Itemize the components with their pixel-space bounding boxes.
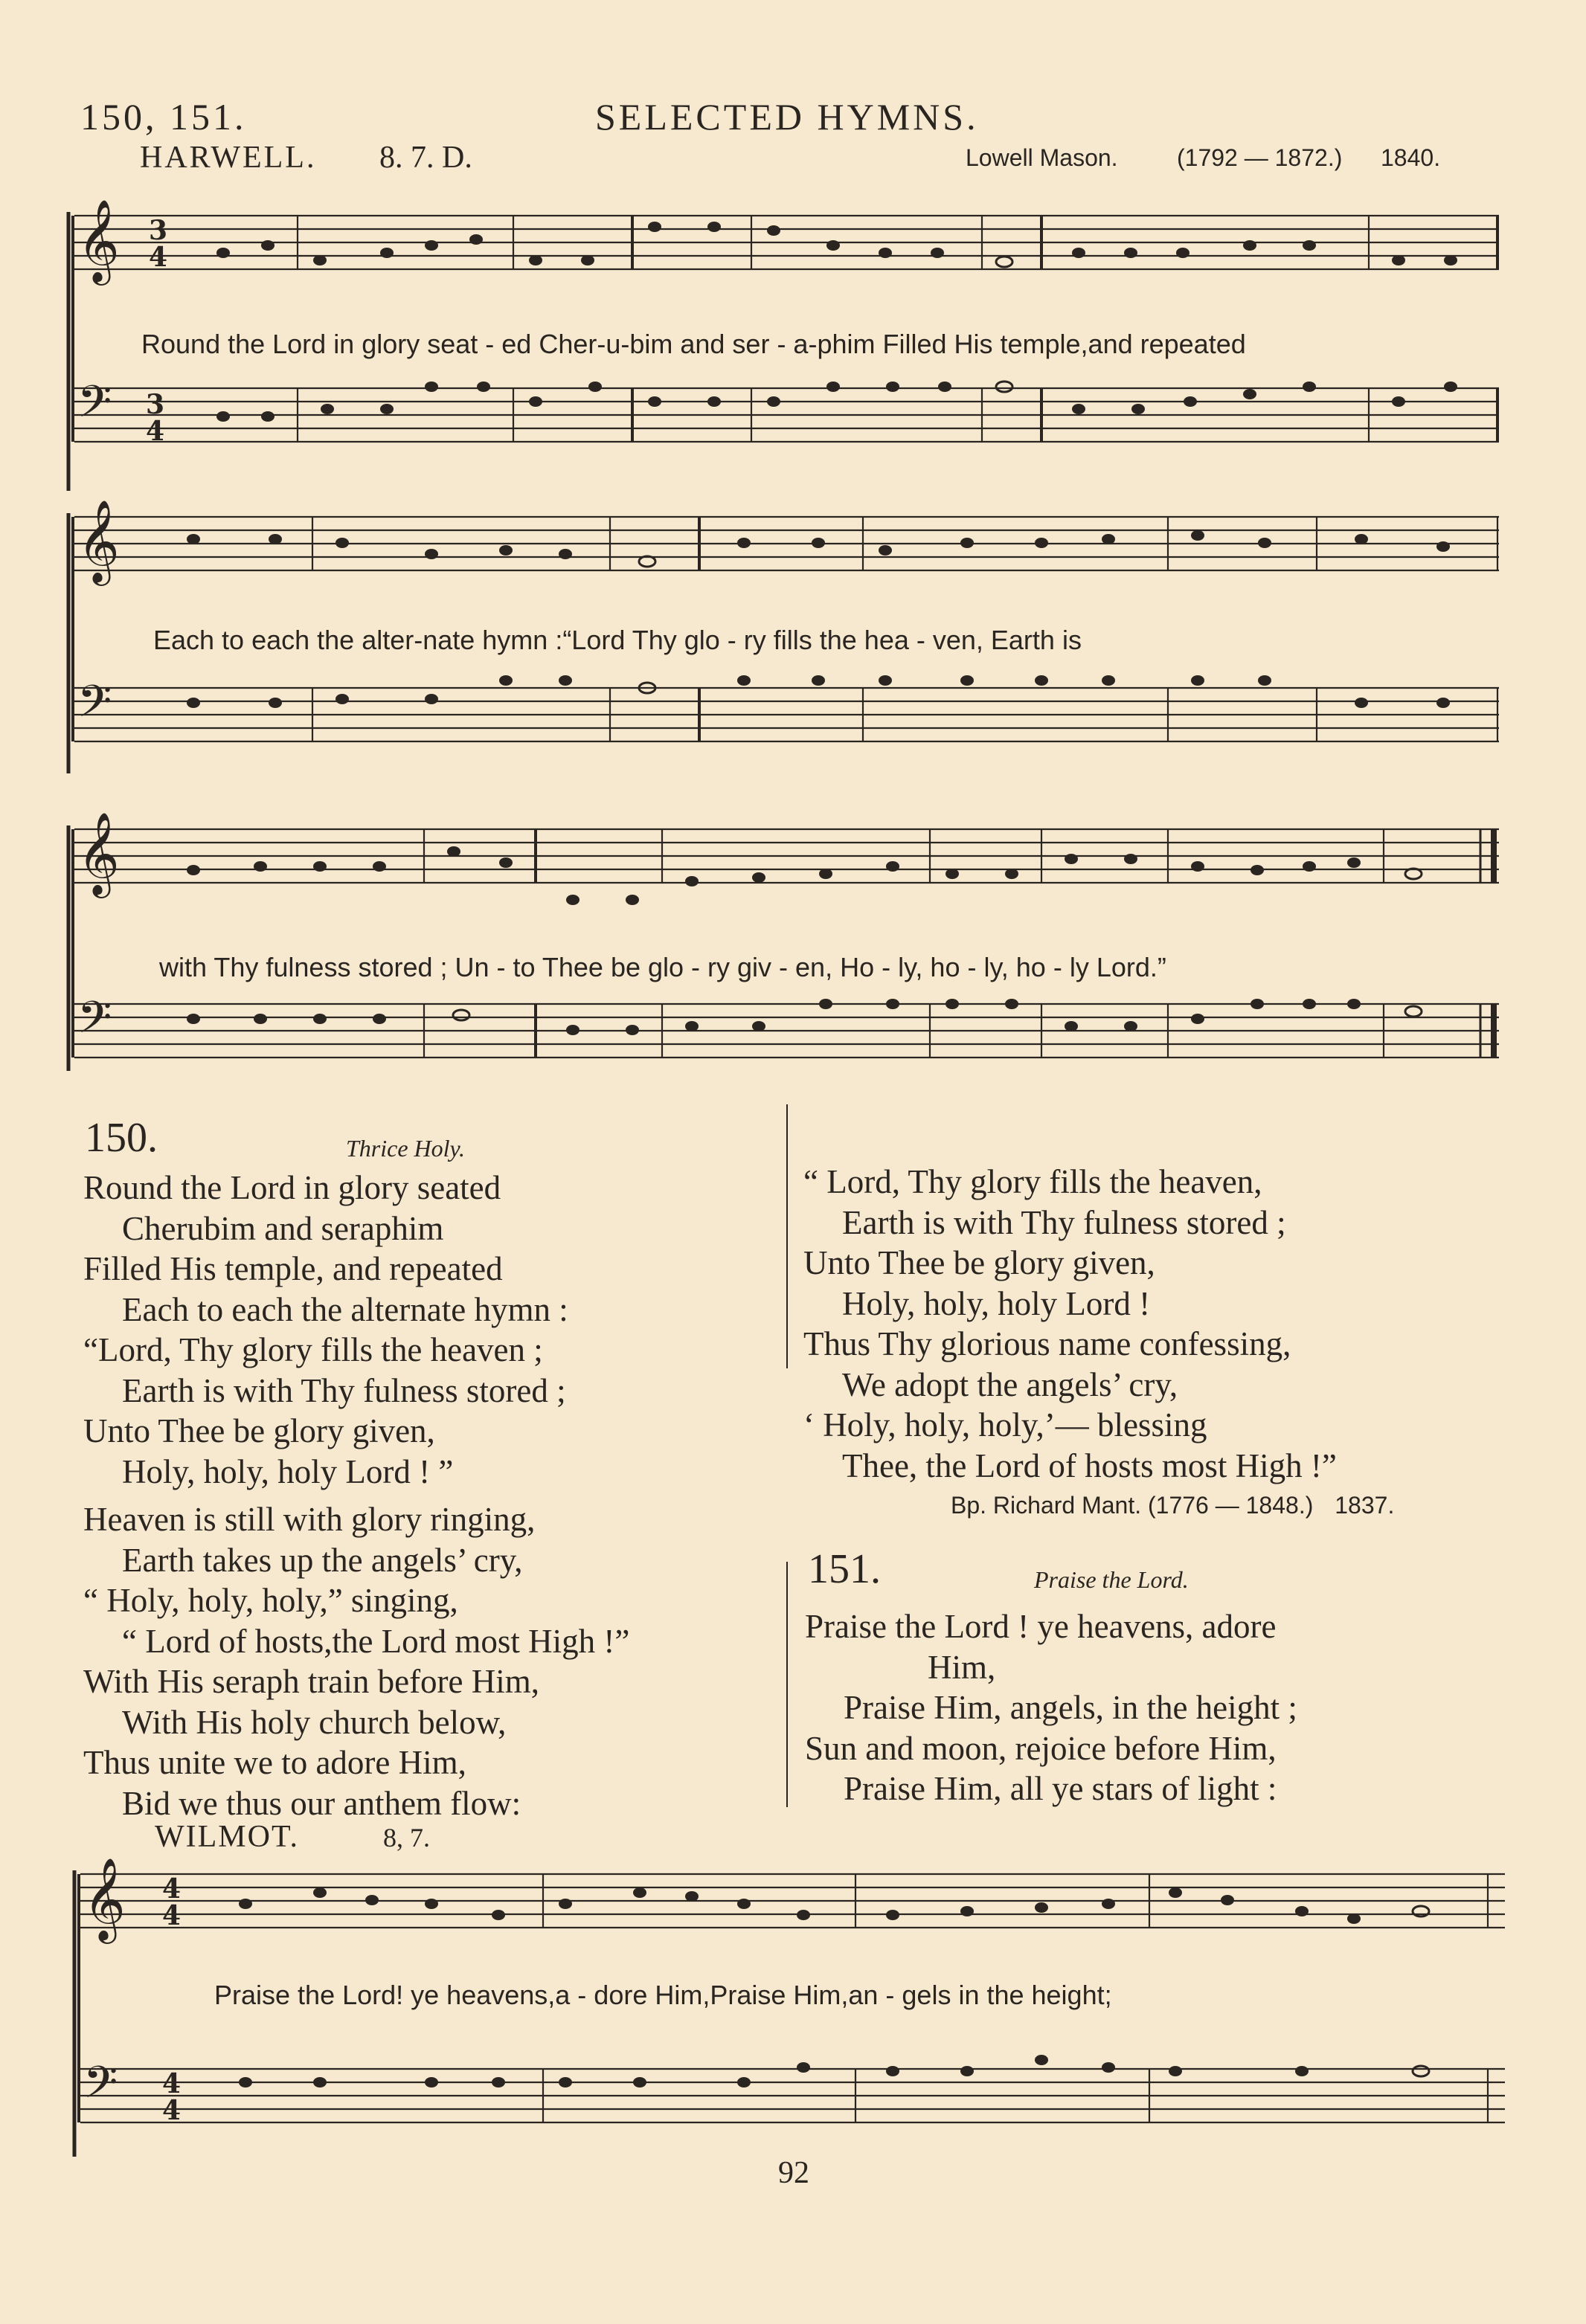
verse-line: “ Holy, holy, holy,” singing, — [83, 1582, 458, 1619]
page-number: 92 — [778, 2156, 809, 2190]
svg-text:𝄞: 𝄞 — [77, 199, 120, 282]
verse-line: Praise Him, all ye stars of light : — [844, 1770, 1277, 1807]
page-section-title: SELECTED HYMNS. — [595, 96, 979, 138]
verse-line: Filled His temple, and repeated — [83, 1250, 503, 1287]
verse-line: Heaven is still with glory ringing, — [83, 1501, 536, 1538]
svg-text:4: 4 — [162, 1900, 182, 1931]
harwell-lyric-line-3: with Thy fulness stored ; Un - to Thee be glo - ry giv - en, Ho - ly, ho - ly, ho - ly Lord.” — [159, 952, 1166, 982]
harwell-lyric-line-1: Round the Lord in glory seat - ed Cher-u-bim and ser - a-phim Filled His temple,and repeated — [141, 329, 1246, 359]
tune-meter-harwell: 8. 7. D. — [379, 141, 472, 175]
svg-text:𝄞: 𝄞 — [77, 499, 120, 582]
verse-line: Thee, the Lord of hosts most High !” — [842, 1446, 1337, 1484]
tune-name-wilmot: WILMOT. — [155, 1820, 299, 1854]
svg-text:3: 3 — [149, 215, 168, 246]
svg-text:𝄢: 𝄢 — [83, 2056, 118, 2119]
verse-line: Thus Thy glorious name confessing, — [803, 1325, 1291, 1362]
wilmot-lyric-line: Praise the Lord! ye heavens,a - dore Him,Praise Him,an - gels in the height; — [214, 1980, 1112, 2010]
verse-line: Holy, holy, holy Lord ! ” — [122, 1452, 454, 1490]
svg-text:3: 3 — [146, 389, 165, 420]
verse-line: With His seraph train before Him, — [83, 1663, 540, 1700]
verse-line: Thus unite we to adore Him, — [83, 1744, 466, 1781]
verse-line: Round the Lord in glory seated — [83, 1169, 501, 1206]
tune-meter-wilmot: 8, 7. — [383, 1823, 430, 1853]
verse-line: Praise Him, angels, in the height ; — [844, 1689, 1297, 1726]
verse-line: ‘ Holy, holy, holy,’— blessing — [803, 1406, 1207, 1443]
verse-line: Unto Thee be glory given, — [803, 1244, 1155, 1281]
verse-line: “ Lord of hosts,the Lord most High !” — [122, 1622, 630, 1660]
svg-text:𝄢: 𝄢 — [77, 675, 112, 738]
svg-text:𝄢: 𝄢 — [77, 376, 112, 438]
verse-line: Unto Thee be glory given, — [83, 1412, 435, 1449]
verse-line: We adopt the angels’ cry, — [842, 1365, 1178, 1403]
tune-composer-dates: (1792 — 1872.) — [1177, 144, 1343, 171]
verse-line: Holy, holy, holy Lord ! — [842, 1284, 1151, 1322]
harwell-lyric-line-2: Each to each the alter-nate hymn :“Lord Thy glo - ry fills the hea - ven, Earth is — [153, 625, 1082, 655]
tune-name-harwell: HARWELL. — [140, 141, 317, 175]
hymn-numbers: 150, 151. — [80, 96, 247, 138]
hymn-150-title: Thrice Holy. — [346, 1135, 465, 1162]
tune-composer: Lowell Mason. — [966, 144, 1118, 171]
verse-line: Earth is with Thy fulness stored ; — [122, 1371, 566, 1409]
verse-line: Earth takes up the angels’ cry, — [122, 1541, 523, 1579]
hymn-151-verses — [805, 1606, 1297, 1809]
verse-line: With His holy church below, — [122, 1703, 507, 1741]
svg-text:4: 4 — [146, 416, 165, 447]
svg-text:𝄞: 𝄞 — [83, 1857, 126, 1940]
verse-line: Him, — [928, 1648, 996, 1686]
hymn-151-number: 151. — [808, 1546, 881, 1592]
verse-line: “ Lord, Thy glory fills the heaven, — [803, 1163, 1262, 1200]
hymn-150-number: 150. — [85, 1115, 158, 1161]
author-dates: (1776 — 1848.) — [1148, 1492, 1314, 1519]
hymn-150-verses-col2 — [803, 1162, 1337, 1486]
tune-year: 1840. — [1381, 144, 1441, 171]
svg-text:4: 4 — [162, 1873, 182, 1905]
svg-text:4: 4 — [149, 242, 168, 273]
verse-line: Each to each the alternate hymn : — [122, 1290, 568, 1328]
hymn-151-title: Praise the Lord. — [1034, 1566, 1189, 1593]
hymn-150-author — [951, 1492, 1394, 1519]
author-name: Bp. Richard Mant. — [951, 1492, 1142, 1519]
verse-line: “Lord, Thy glory fills the heaven ; — [83, 1331, 543, 1368]
verse-line: Praise the Lord ! ye heavens, adore — [805, 1608, 1277, 1645]
hymn-150-verses-col1 — [83, 1168, 629, 1824]
svg-text:𝄢: 𝄢 — [77, 991, 112, 1054]
svg-text:𝄞: 𝄞 — [77, 811, 120, 895]
verse-line: Cherubim and seraphim — [122, 1209, 444, 1247]
verse-line: Bid we thus our anthem flow: — [122, 1784, 521, 1822]
author-year: 1837. — [1335, 1492, 1395, 1519]
svg-text:4: 4 — [162, 2095, 182, 2126]
verse-line: Earth is with Thy fulness stored ; — [842, 1203, 1286, 1241]
verse-line: Sun and moon, rejoice before Him, — [805, 1729, 1277, 1767]
svg-text:4: 4 — [162, 2068, 182, 2099]
